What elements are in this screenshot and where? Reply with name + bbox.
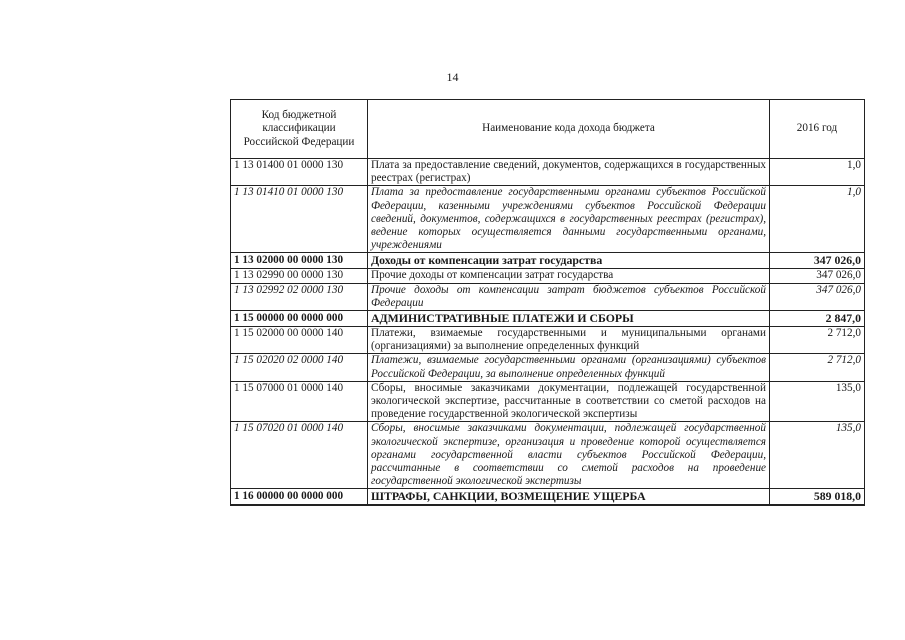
table-row <box>231 489 865 505</box>
row-name: Плата за предоставление государственными органами субъектов Российской Федерации, казенными учреждениями субъектов Российской Федерации сведений, документов, содержащихся в государственных реестрах (регистрах), ведение которых осуществляется данными государственными органами, учреждениями <box>368 186 770 253</box>
row-name: Сборы, вносимые заказчиками документации, подлежащей государственной экологической экспертизе, организация и проведение которой осуществляется органами государственной власти субъектов Российской Федерации, рассчитанные в соответствии со сметой расходов на проведение государственной экологической экспертизы <box>368 422 770 489</box>
row-value: 347 026,0 <box>770 253 865 269</box>
row-name: Прочие доходы от компенсации затрат бюджетов субъектов Российской Федерации <box>368 283 770 310</box>
page-number: 14 <box>446 70 459 84</box>
row-name: Сборы, вносимые заказчиками документации, подлежащей государственной экологической экспертизе, рассчитанные в соответствии со сметой расходов на проведение государственной экологической экспертизы <box>368 381 770 422</box>
row-name: Плата за предоставление сведений, документов, содержащихся в государственных реестрах (регистрах) <box>368 159 770 186</box>
row-value: 1,0 <box>770 159 865 186</box>
row-code: 1 15 00000 00 0000 000 <box>231 311 368 327</box>
row-code: 1 13 02990 00 0000 130 <box>231 269 368 283</box>
table-row <box>231 159 865 186</box>
row-code: 1 15 07020 01 0000 140 <box>231 422 368 489</box>
row-value: 135,0 <box>770 381 865 422</box>
row-name: АДМИНИСТРАТИВНЫЕ ПЛАТЕЖИ И СБОРЫ <box>368 311 770 327</box>
row-name: Доходы от компенсации затрат государства <box>368 253 770 269</box>
row-name: Платежи, взимаемые государственными и муниципальными органами (организациями) за выполнение определенных функций <box>368 327 770 354</box>
table-header-row <box>231 100 865 159</box>
row-code: 1 15 02000 00 0000 140 <box>231 327 368 354</box>
row-name: Платежи, взимаемые государственными органами (организациями) субъектов Российской Федерации, за выполнение определенных функций <box>368 354 770 381</box>
row-value: 1,0 <box>770 186 865 253</box>
table-row <box>231 186 865 253</box>
row-value: 2 847,0 <box>770 311 865 327</box>
table-row <box>231 311 865 327</box>
header-code: Код бюджетной классификации Российской Федерации <box>231 100 368 159</box>
table-row <box>231 253 865 269</box>
row-code: 1 15 07000 01 0000 140 <box>231 381 368 422</box>
row-value: 2 712,0 <box>770 354 865 381</box>
row-code: 1 13 01400 01 0000 130 <box>231 159 368 186</box>
header-name: Наименование кода дохода бюджета <box>368 100 770 159</box>
table-row <box>231 381 865 422</box>
table-row <box>231 354 865 381</box>
row-code: 1 13 02992 02 0000 130 <box>231 283 368 310</box>
row-value: 135,0 <box>770 422 865 489</box>
row-value: 589 018,0 <box>770 489 865 505</box>
table-row <box>231 283 865 310</box>
row-value: 347 026,0 <box>770 269 865 283</box>
table-row <box>231 269 865 283</box>
table-row <box>231 327 865 354</box>
row-value: 347 026,0 <box>770 283 865 310</box>
row-code: 1 15 02020 02 0000 140 <box>231 354 368 381</box>
row-value: 2 712,0 <box>770 327 865 354</box>
table-row <box>231 422 865 489</box>
row-name: Прочие доходы от компенсации затрат государства <box>368 269 770 283</box>
budget-revenue-table <box>230 99 865 506</box>
row-name: ШТРАФЫ, САНКЦИИ, ВОЗМЕЩЕНИЕ УЩЕРБА <box>368 489 770 505</box>
header-year: 2016 год <box>770 100 865 159</box>
row-code: 1 16 00000 00 0000 000 <box>231 489 368 505</box>
row-code: 1 13 02000 00 0000 130 <box>231 253 368 269</box>
row-code: 1 13 01410 01 0000 130 <box>231 186 368 253</box>
